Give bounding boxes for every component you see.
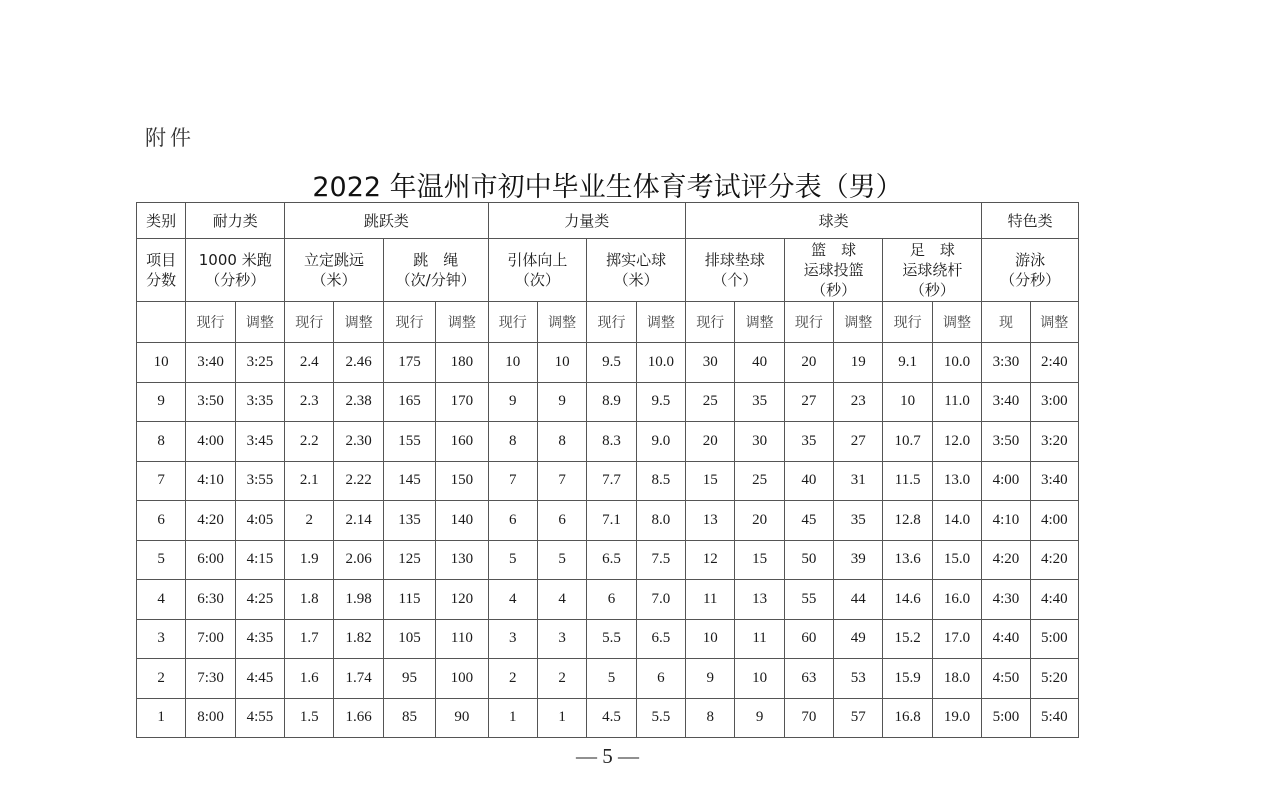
table-cell: 4:10 — [982, 501, 1030, 541]
sub-header-cell: 现行 — [883, 302, 932, 343]
score-cell: 6 — [137, 501, 186, 541]
item-volleyball: 排球垫球 （个） — [686, 239, 785, 302]
table-cell: 3:40 — [982, 382, 1030, 422]
table-cell: 3:55 — [235, 461, 284, 501]
table-cell: 5 — [537, 540, 586, 580]
table-cell: 50 — [784, 540, 833, 580]
table-row — [137, 619, 1079, 659]
table-cell: 27 — [784, 382, 833, 422]
table-cell: 4:25 — [235, 580, 284, 620]
table-cell: 4:10 — [186, 461, 235, 501]
sub-header-cell: 调整 — [334, 302, 383, 343]
table-cell: 7.7 — [587, 461, 636, 501]
table-cell: 3:20 — [1030, 422, 1078, 462]
table-cell: 6 — [636, 659, 685, 699]
table-cell: 1.74 — [334, 659, 383, 699]
table-cell: 4:00 — [1030, 501, 1078, 541]
table-cell: 135 — [383, 501, 435, 541]
table-cell: 130 — [436, 540, 488, 580]
table-cell: 1.98 — [334, 580, 383, 620]
table-cell: 1.8 — [285, 580, 334, 620]
table-cell: 9.1 — [883, 343, 932, 383]
table-cell: 6.5 — [587, 540, 636, 580]
table-cell: 8 — [686, 698, 735, 738]
table-cell: 85 — [383, 698, 435, 738]
table-row — [137, 659, 1079, 699]
sub-header-cell: 现行 — [186, 302, 235, 343]
item-pull-up: 引体向上 （次） — [488, 239, 587, 302]
table-cell: 10 — [537, 343, 586, 383]
table-cell: 3:00 — [1030, 382, 1078, 422]
category-jumping: 跳跃类 — [285, 203, 488, 239]
table-cell: 44 — [834, 580, 883, 620]
sub-header-cell: 现 — [982, 302, 1030, 343]
table-cell: 7:00 — [186, 619, 235, 659]
table-cell: 35 — [834, 501, 883, 541]
table-cell: 7.1 — [587, 501, 636, 541]
table-cell: 180 — [436, 343, 488, 383]
score-table — [136, 202, 1079, 738]
table-cell: 12.8 — [883, 501, 932, 541]
table-cell: 125 — [383, 540, 435, 580]
table-cell: 2 — [285, 501, 334, 541]
table-cell: 3:25 — [235, 343, 284, 383]
item-basketball: 篮 球 运球投篮 （秒） — [784, 239, 883, 302]
table-cell: 10 — [488, 343, 537, 383]
table-row — [137, 540, 1079, 580]
table-row — [137, 422, 1079, 462]
sub-header-cell: 调整 — [636, 302, 685, 343]
table-cell: 15.9 — [883, 659, 932, 699]
table-cell: 13.0 — [932, 461, 981, 501]
table-cell: 3:35 — [235, 382, 284, 422]
table-cell: 170 — [436, 382, 488, 422]
table-cell: 4:50 — [982, 659, 1030, 699]
table-cell: 30 — [686, 343, 735, 383]
table-row — [137, 343, 1079, 383]
category-label: 类别 — [137, 203, 186, 239]
table-cell: 11.0 — [932, 382, 981, 422]
table-cell: 2.3 — [285, 382, 334, 422]
sub-header-cell: 现行 — [285, 302, 334, 343]
table-cell: 5 — [587, 659, 636, 699]
sub-header-cell: 调整 — [537, 302, 586, 343]
table-cell: 145 — [383, 461, 435, 501]
table-cell: 35 — [735, 382, 784, 422]
table-cell: 9.0 — [636, 422, 685, 462]
page-number: — 5 — — [576, 744, 639, 768]
table-cell: 23 — [834, 382, 883, 422]
score-cell: 1 — [137, 698, 186, 738]
table-cell: 60 — [784, 619, 833, 659]
table-cell: 2.22 — [334, 461, 383, 501]
sub-header-cell: 现行 — [784, 302, 833, 343]
table-cell: 4:40 — [1030, 580, 1078, 620]
sub-header-row — [137, 302, 1079, 343]
table-cell: 6 — [537, 501, 586, 541]
table-cell: 9.5 — [587, 343, 636, 383]
table-cell: 175 — [383, 343, 435, 383]
table-cell: 8.0 — [636, 501, 685, 541]
sub-header-cell: 调整 — [436, 302, 488, 343]
table-cell: 13 — [686, 501, 735, 541]
sub-header-cell: 调整 — [932, 302, 981, 343]
table-cell: 3 — [537, 619, 586, 659]
table-cell: 2.46 — [334, 343, 383, 383]
table-cell: 17.0 — [932, 619, 981, 659]
table-row — [137, 580, 1079, 620]
score-cell: 5 — [137, 540, 186, 580]
category-header-row — [137, 203, 1079, 239]
table-row — [137, 461, 1079, 501]
table-cell: 4.5 — [587, 698, 636, 738]
table-cell: 2.30 — [334, 422, 383, 462]
table-cell: 4:20 — [982, 540, 1030, 580]
attachment-label: 附件 — [145, 126, 195, 150]
table-cell: 165 — [383, 382, 435, 422]
table-cell: 2 — [488, 659, 537, 699]
table-cell: 12 — [686, 540, 735, 580]
table-cell: 4:20 — [1030, 540, 1078, 580]
sub-header-cell: 调整 — [235, 302, 284, 343]
table-cell: 2.14 — [334, 501, 383, 541]
table-cell: 3:30 — [982, 343, 1030, 383]
table-cell: 2 — [537, 659, 586, 699]
table-cell: 11 — [735, 619, 784, 659]
table-cell: 7:30 — [186, 659, 235, 699]
sub-header-cell: 调整 — [1030, 302, 1078, 343]
table-cell: 9 — [537, 382, 586, 422]
table-cell: 1.6 — [285, 659, 334, 699]
table-cell: 10 — [686, 619, 735, 659]
score-cell: 4 — [137, 580, 186, 620]
table-cell: 70 — [784, 698, 833, 738]
table-cell: 15.0 — [932, 540, 981, 580]
table-cell: 2.4 — [285, 343, 334, 383]
table-cell: 90 — [436, 698, 488, 738]
table-cell: 2:40 — [1030, 343, 1078, 383]
item-medicine-ball: 掷实心球 （米） — [587, 239, 686, 302]
table-cell: 53 — [834, 659, 883, 699]
sub-header-cell: 调整 — [834, 302, 883, 343]
table-cell: 8.5 — [636, 461, 685, 501]
table-cell: 19 — [834, 343, 883, 383]
table-cell: 4:35 — [235, 619, 284, 659]
table-cell: 13.6 — [883, 540, 932, 580]
table-row — [137, 382, 1079, 422]
table-cell: 4 — [488, 580, 537, 620]
table-cell: 25 — [686, 382, 735, 422]
table-cell: 5:20 — [1030, 659, 1078, 699]
table-cell: 14.6 — [883, 580, 932, 620]
table-cell: 35 — [784, 422, 833, 462]
table-cell: 5:00 — [982, 698, 1030, 738]
table-cell: 1.5 — [285, 698, 334, 738]
sub-header-cell: 现行 — [587, 302, 636, 343]
table-cell: 16.8 — [883, 698, 932, 738]
sub-header-cell: 调整 — [735, 302, 784, 343]
category-special: 特色类 — [982, 203, 1079, 239]
table-cell: 13 — [735, 580, 784, 620]
score-cell: 10 — [137, 343, 186, 383]
table-cell: 20 — [735, 501, 784, 541]
score-cell: 9 — [137, 382, 186, 422]
table-cell: 105 — [383, 619, 435, 659]
table-cell: 160 — [436, 422, 488, 462]
table-cell: 150 — [436, 461, 488, 501]
table-cell: 2.2 — [285, 422, 334, 462]
table-cell: 8.9 — [587, 382, 636, 422]
table-cell: 2.38 — [334, 382, 383, 422]
table-cell: 57 — [834, 698, 883, 738]
table-cell: 1.9 — [285, 540, 334, 580]
table-cell: 45 — [784, 501, 833, 541]
table-cell: 49 — [834, 619, 883, 659]
table-cell: 11 — [686, 580, 735, 620]
table-cell: 4:55 — [235, 698, 284, 738]
table-cell: 5.5 — [587, 619, 636, 659]
table-cell: 6:30 — [186, 580, 235, 620]
table-cell: 7.5 — [636, 540, 685, 580]
table-cell: 27 — [834, 422, 883, 462]
table-cell: 9 — [488, 382, 537, 422]
sub-header-cell: 现行 — [488, 302, 537, 343]
item-standing-long-jump: 立定跳远 （米） — [285, 239, 384, 302]
table-cell: 8.3 — [587, 422, 636, 462]
table-cell: 4:00 — [982, 461, 1030, 501]
table-cell: 10 — [883, 382, 932, 422]
table-cell: 31 — [834, 461, 883, 501]
table-cell: 155 — [383, 422, 435, 462]
table-cell: 15 — [735, 540, 784, 580]
table-cell: 18.0 — [932, 659, 981, 699]
table-cell: 20 — [784, 343, 833, 383]
table-cell: 6:00 — [186, 540, 235, 580]
table-cell: 9.5 — [636, 382, 685, 422]
table-cell: 4:40 — [982, 619, 1030, 659]
table-cell: 4:20 — [186, 501, 235, 541]
item-header-row — [137, 239, 1079, 302]
table-cell: 115 — [383, 580, 435, 620]
table-cell: 11.5 — [883, 461, 932, 501]
table-cell: 15.2 — [883, 619, 932, 659]
table-cell: 100 — [436, 659, 488, 699]
table-cell: 9 — [735, 698, 784, 738]
table-cell: 1.66 — [334, 698, 383, 738]
sub-header-cell: 现行 — [383, 302, 435, 343]
table-cell: 15 — [686, 461, 735, 501]
table-cell: 14.0 — [932, 501, 981, 541]
score-cell: 3 — [137, 619, 186, 659]
table-cell: 40 — [784, 461, 833, 501]
table-cell: 55 — [784, 580, 833, 620]
table-cell: 3:50 — [186, 382, 235, 422]
table-cell: 19.0 — [932, 698, 981, 738]
table-cell: 3:40 — [1030, 461, 1078, 501]
table-cell: 3 — [488, 619, 537, 659]
item-rope-skipping: 跳 绳 （次/分钟） — [383, 239, 488, 302]
table-cell: 4 — [537, 580, 586, 620]
score-cell: 8 — [137, 422, 186, 462]
table-cell: 4:00 — [186, 422, 235, 462]
table-cell: 8 — [488, 422, 537, 462]
table-cell: 39 — [834, 540, 883, 580]
table-cell: 10.0 — [932, 343, 981, 383]
score-cell: 2 — [137, 659, 186, 699]
table-cell: 10.0 — [636, 343, 685, 383]
table-cell: 95 — [383, 659, 435, 699]
category-strength: 力量类 — [488, 203, 685, 239]
table-cell: 8:00 — [186, 698, 235, 738]
table-cell: 12.0 — [932, 422, 981, 462]
table-cell: 25 — [735, 461, 784, 501]
category-endurance: 耐力类 — [186, 203, 285, 239]
table-cell: 10 — [735, 659, 784, 699]
table-cell: 1.82 — [334, 619, 383, 659]
item-swimming: 游泳 （分秒） — [982, 239, 1079, 302]
table-cell: 3:40 — [186, 343, 235, 383]
table-cell: 40 — [735, 343, 784, 383]
page-title: 2022 年温州市初中毕业生体育考试评分表（男） — [312, 172, 903, 203]
table-cell: 4:45 — [235, 659, 284, 699]
table-cell: 30 — [735, 422, 784, 462]
score-cell: 7 — [137, 461, 186, 501]
table-cell: 5:40 — [1030, 698, 1078, 738]
table-cell: 1 — [488, 698, 537, 738]
table-cell: 16.0 — [932, 580, 981, 620]
table-cell: 8 — [537, 422, 586, 462]
table-cell: 7 — [537, 461, 586, 501]
table-cell: 63 — [784, 659, 833, 699]
table-cell: 110 — [436, 619, 488, 659]
table-cell: 5.5 — [636, 698, 685, 738]
table-cell: 5 — [488, 540, 537, 580]
table-cell: 20 — [686, 422, 735, 462]
item-score-label: 项目 分数 — [137, 239, 186, 302]
table-row — [137, 698, 1079, 738]
table-cell: 9 — [686, 659, 735, 699]
table-cell: 10.7 — [883, 422, 932, 462]
item-1000m-run: 1000 米跑 （分秒） — [186, 239, 285, 302]
table-cell: 1 — [537, 698, 586, 738]
item-football: 足 球 运球绕杆 （秒） — [883, 239, 982, 302]
table-cell: 140 — [436, 501, 488, 541]
table-cell: 6.5 — [636, 619, 685, 659]
table-cell: 5:00 — [1030, 619, 1078, 659]
table-cell: 6 — [587, 580, 636, 620]
table-cell: 7 — [488, 461, 537, 501]
table-cell: 2.06 — [334, 540, 383, 580]
category-ball: 球类 — [686, 203, 982, 239]
table-cell: 3:45 — [235, 422, 284, 462]
table-cell: 4:05 — [235, 501, 284, 541]
table-cell: 6 — [488, 501, 537, 541]
table-cell: 2.1 — [285, 461, 334, 501]
table-cell: 3:50 — [982, 422, 1030, 462]
table-cell: 4:15 — [235, 540, 284, 580]
table-cell: 4:30 — [982, 580, 1030, 620]
table-row — [137, 501, 1079, 541]
table-cell: 7.0 — [636, 580, 685, 620]
sub-header-cell: 现行 — [686, 302, 735, 343]
table-cell: 120 — [436, 580, 488, 620]
sub-header-blank — [137, 302, 186, 343]
table-cell: 1.7 — [285, 619, 334, 659]
